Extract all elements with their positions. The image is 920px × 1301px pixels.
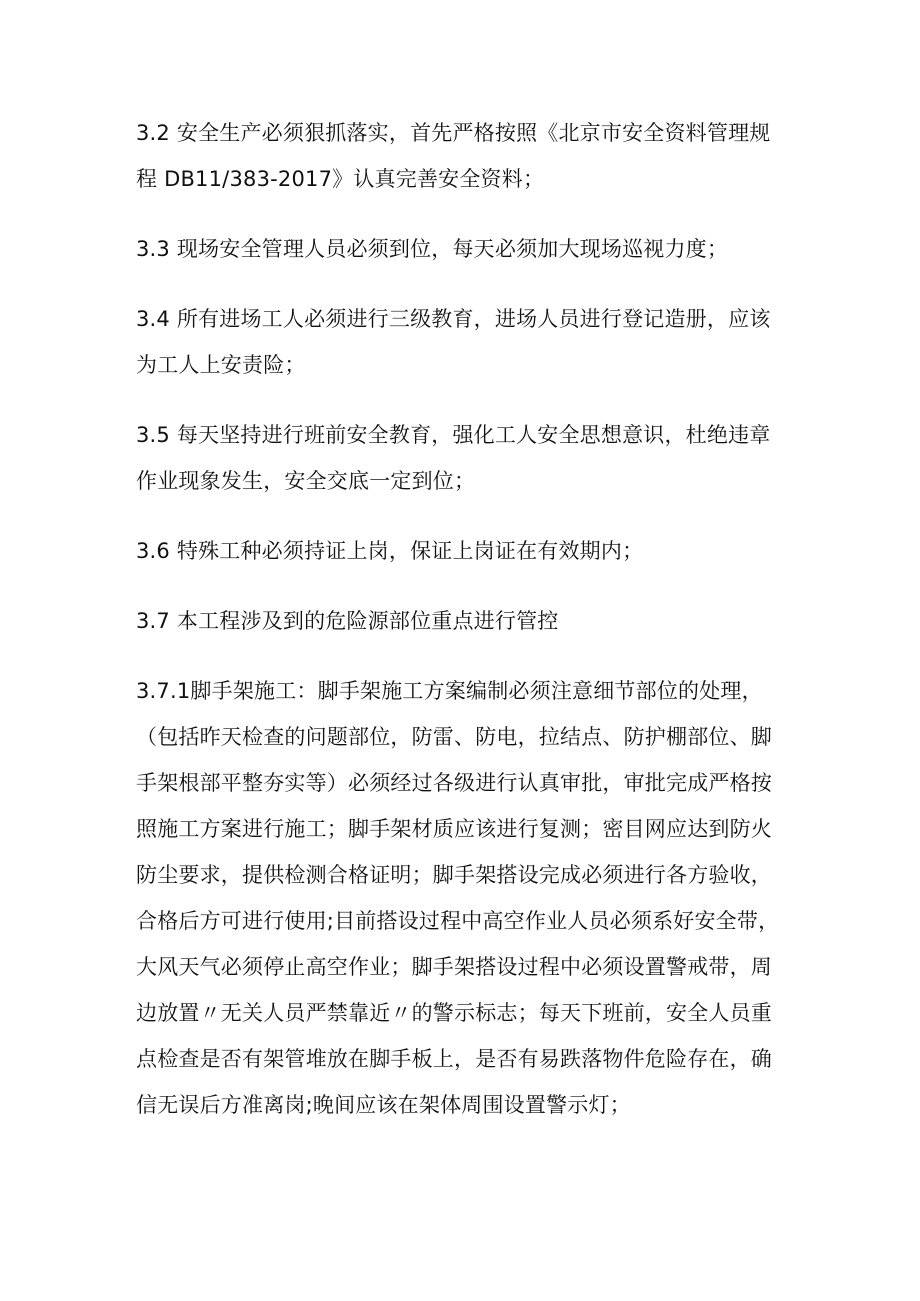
paragraph-line: 防尘要求，提供检测合格证明；脚手架搭设完成必须进行各方验收，	[136, 863, 772, 887]
paragraph-gap	[136, 388, 796, 412]
paragraph-line: 3.3 现场安全管理人员必须到位，每天必须加大现场巡视力度；	[136, 237, 729, 261]
paragraph-line: 手架根部平整夯实等）必须经过各级进行认真审批，审批完成严格按	[136, 771, 772, 795]
paragraph-3-7-1	[136, 668, 796, 1128]
paragraph-gap	[136, 574, 796, 598]
paragraph-gap	[136, 272, 796, 296]
paragraph-gap	[136, 504, 796, 528]
paragraph-gap	[136, 202, 796, 226]
paragraph-3-2	[136, 110, 796, 202]
paragraph-line: 大风天气必须停止高空作业；脚手架搭设过程中必须设置警戒带，周	[136, 955, 772, 979]
paragraph-3-5	[136, 412, 796, 504]
paragraph-line: 3.6 特殊工种必须持证上岗，保证上岗证在有效期内；	[136, 539, 644, 563]
paragraph-gap	[136, 644, 796, 668]
paragraph-3-3	[136, 226, 796, 272]
paragraph-line: 合格后方可进行使用;目前搭设过程中高空作业人员必须系好安全带，	[136, 909, 780, 933]
paragraph-line: 程 DB11/383-2017》认真完善安全资料；	[136, 167, 545, 191]
paragraph-line: （包括昨天检查的问题部位，防雷、防电，拉结点、防护棚部位、脚	[136, 725, 772, 749]
paragraph-line: 3.5 每天坚持进行班前安全教育，强化工人安全思想意识，杜绝违章	[136, 423, 771, 447]
paragraph-line: 为工人上安责险；	[136, 353, 306, 377]
paragraph-line: 信无误后方准离岗;晚间应该在架体周围设置警示灯；	[136, 1093, 631, 1117]
paragraph-3-6	[136, 528, 796, 574]
paragraph-line: 边放置〃无关人员严禁靠近〃的警示标志；每天下班前，安全人员重	[136, 1001, 772, 1025]
document-body	[136, 110, 796, 1128]
paragraph-line: 点检查是否有架管堆放在脚手板上，是否有易跌落物件危险存在，确	[136, 1047, 772, 1071]
paragraph-3-7	[136, 598, 796, 644]
paragraph-line: 3.2 安全生产必须狠抓落实，首先严格按照《北京市安全资料管理规	[136, 121, 771, 145]
paragraph-line: 3.4 所有进场工人必须进行三级教育，进场人员进行登记造册，应该	[136, 307, 771, 331]
paragraph-3-4	[136, 296, 796, 388]
paragraph-line: 3.7 本工程涉及到的危险源部位重点进行管控	[136, 609, 559, 633]
paragraph-line: 作业现象发生，安全交底一定到位；	[136, 469, 476, 493]
paragraph-line: 照施工方案进行施工；脚手架材质应该进行复测；密目网应达到防火	[136, 817, 772, 841]
paragraph-line: 3.7.1脚手架施工：脚手架施工方案编制必须注意细节部位的处理，	[136, 679, 763, 703]
